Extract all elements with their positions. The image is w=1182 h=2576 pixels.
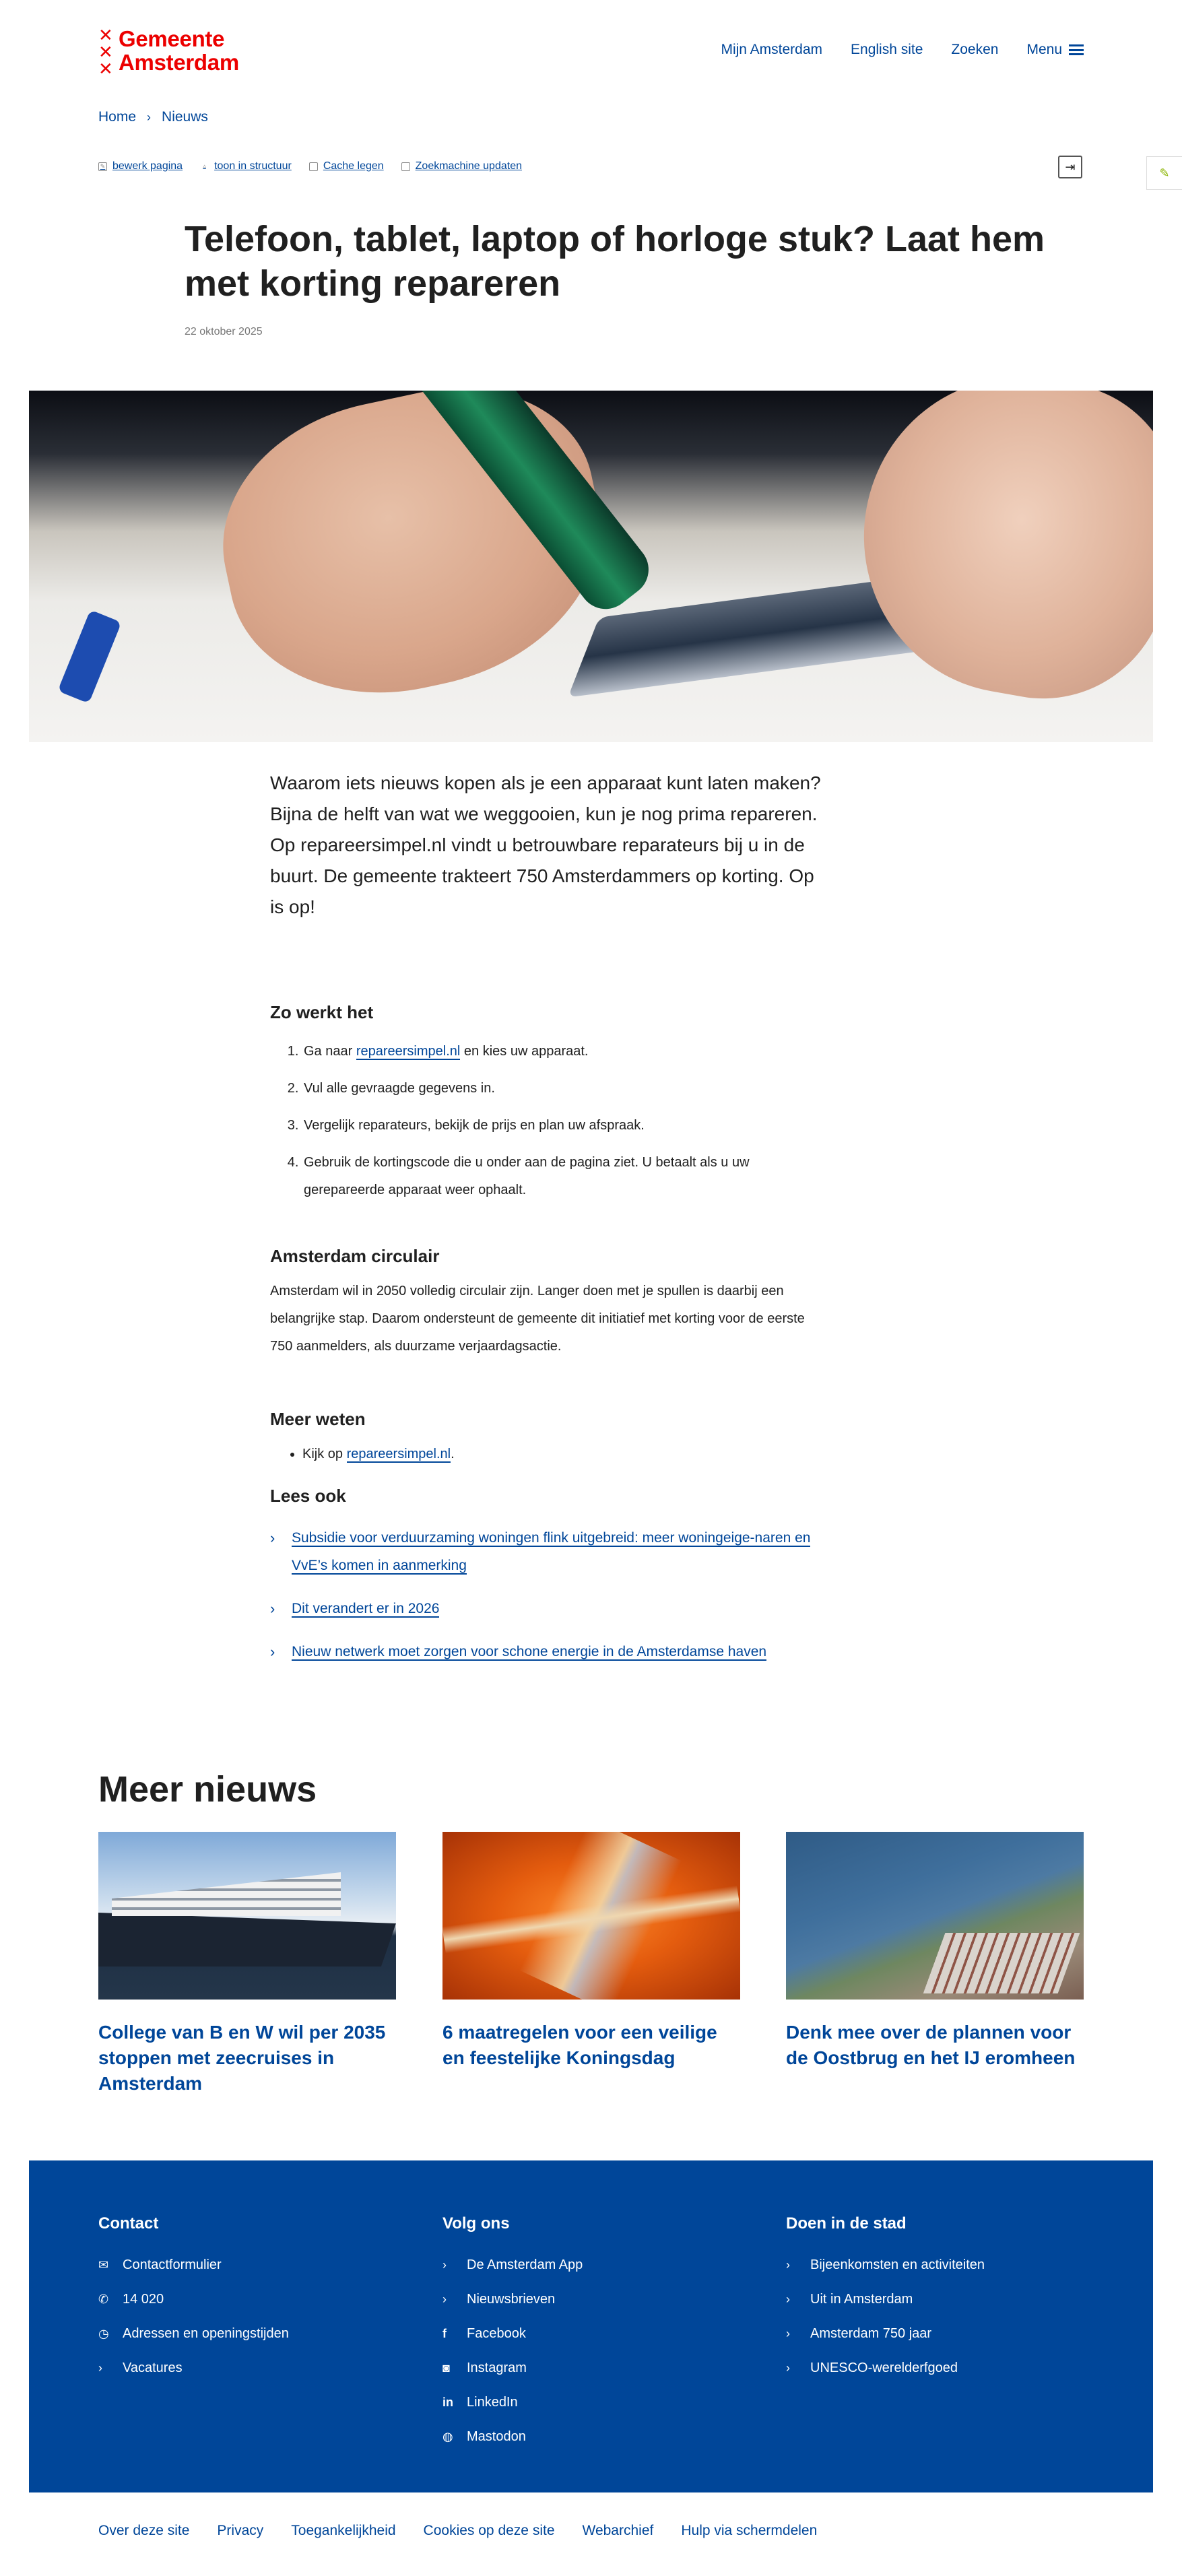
- footer-bijeenkomsten[interactable]: › Bijeenkomsten en activiteiten: [786, 2257, 985, 2272]
- chevron-right-icon: ›: [786, 2292, 790, 2306]
- phone-icon: ✆: [98, 2292, 109, 2306]
- cache-icon: [309, 162, 318, 171]
- list-item: 4. Gebruik de kortingscode die u onder aan de pagina ziet. U betaalt als u uw gerepareerde apparaat weer ophaalt.: [302, 1149, 829, 1204]
- logo-line-1: Gemeente: [119, 26, 225, 51]
- chevron-right-icon: ›: [147, 110, 152, 124]
- footer-contactformulier[interactable]: ✉ Contactformulier: [98, 2257, 222, 2272]
- chevron-right-icon: ›: [442, 2258, 447, 2272]
- site-header: [0, 0, 1182, 101]
- chevron-right-icon: ›: [270, 1529, 275, 1546]
- linkedin-icon: in: [442, 2396, 453, 2409]
- related-link-2026[interactable]: Dit verandert er in 2026: [292, 1601, 440, 1616]
- footer-instagram[interactable]: ◙ Instagram: [442, 2360, 527, 2375]
- logo-line-2: Amsterdam: [119, 50, 239, 75]
- bottom-links: [98, 2523, 817, 2539]
- footer-nieuwsbrieven[interactable]: › Nieuwsbrieven: [442, 2292, 556, 2307]
- related-link-item: [270, 1595, 829, 1622]
- link-webarchief[interactable]: Webarchief: [582, 2523, 654, 2538]
- news-image-cruise-ship: [98, 1832, 396, 2000]
- nav-zoeken[interactable]: Zoeken: [951, 42, 999, 57]
- list-item: 3. Vergelijk reparateurs, bekijk de prijs en plan uw afspraak.: [302, 1112, 829, 1140]
- repareersimpel-link[interactable]: repareersimpel.nl: [356, 1044, 461, 1059]
- menu-label: Menu: [1026, 42, 1062, 57]
- menu-button[interactable]: [1026, 42, 1084, 58]
- chevron-right-icon: ›: [442, 2292, 447, 2306]
- breadcrumb: [98, 109, 208, 125]
- heading-lees-ook: Lees ook: [270, 1486, 346, 1506]
- breadcrumb-home[interactable]: Home: [98, 109, 137, 125]
- tree-icon: ▵: [203, 162, 206, 169]
- footer-uit-in-amsterdam[interactable]: › Uit in Amsterdam: [786, 2292, 913, 2307]
- more-info-list: [270, 1441, 829, 1468]
- footer-phone[interactable]: ✆ 14 020: [98, 2292, 164, 2307]
- link-privacy[interactable]: Privacy: [217, 2523, 264, 2538]
- heading-meer-weten: Meer weten: [270, 1409, 366, 1429]
- hero-image-repair: [29, 391, 1153, 742]
- circulair-text: Amsterdam wil in 2050 volledig circulair zijn. Langer doen met je spullen is daarbij een belangrijke stap. Daarom ondersteunt de gemeente dit initiatief met korting voor de eerste 750 aanmelders, als duurzame verjaardagsactie.: [270, 1284, 805, 1354]
- footer-linkedin[interactable]: in LinkedIn: [442, 2395, 518, 2410]
- related-link-item: [270, 1638, 829, 1665]
- feedback-icon: ✎: [1159, 166, 1170, 180]
- steps-list: [270, 1038, 829, 1204]
- footer-volg-column: [442, 2214, 583, 2454]
- nav-mijn-amsterdam[interactable]: Mijn Amsterdam: [721, 42, 823, 57]
- top-navigation: [721, 42, 1084, 58]
- andreas-crosses-icon: ✕ ✕ ✕: [98, 26, 113, 79]
- news-card-zeecruises[interactable]: [98, 1832, 396, 2096]
- footer-heading-contact: Contact: [98, 2214, 159, 2233]
- meer-nieuws-heading: Meer nieuws: [98, 1769, 317, 1810]
- footer-contact-column: [98, 2214, 289, 2385]
- repareersimpel-link-2[interactable]: repareersimpel.nl: [346, 1447, 451, 1461]
- logout-icon: ⇥: [1065, 160, 1076, 174]
- footer-unesco[interactable]: › UNESCO-werelderfgoed: [786, 2360, 958, 2375]
- envelope-icon: ✉: [98, 2258, 109, 2272]
- chevron-right-icon: ›: [786, 2327, 790, 2340]
- facebook-icon: f: [442, 2327, 447, 2340]
- news-image-gifts: [442, 1832, 740, 2000]
- chevron-right-icon: ›: [270, 1600, 275, 1617]
- link-cookies[interactable]: Cookies op deze site: [423, 2523, 555, 2538]
- footer-doen-column: [786, 2214, 985, 2385]
- footer-facebook[interactable]: f Facebook: [442, 2326, 526, 2341]
- gemeente-amsterdam-logo[interactable]: [98, 27, 239, 77]
- heading-amsterdam-circulair: Amsterdam circulair: [270, 1246, 440, 1266]
- pencil-icon: ✎: [98, 162, 107, 171]
- logout-button[interactable]: [1058, 156, 1082, 178]
- list-item: 2. Vul alle gevraagde gegevens in.: [302, 1075, 829, 1102]
- chevron-right-icon: ›: [786, 2258, 790, 2272]
- footer-adressen[interactable]: ◷ Adressen en openingstijden: [98, 2326, 289, 2341]
- edit-page-link[interactable]: ✎ bewerk pagina: [98, 160, 183, 172]
- list-item: • Kijk op repareersimpel.nl.: [302, 1441, 829, 1468]
- show-in-structure-link[interactable]: ▵ toon in structuur: [200, 160, 292, 172]
- side-feedback-tab[interactable]: [1146, 156, 1182, 190]
- instagram-icon: ◙: [442, 2361, 450, 2375]
- clear-cache-link[interactable]: Cache legen: [309, 160, 384, 172]
- update-search-engine-link[interactable]: Zoekmachine updaten: [401, 160, 522, 172]
- admin-toolbar: [98, 160, 522, 172]
- news-card-title: 6 maatregelen voor een veilige en feestelijke Koningsdag: [442, 2022, 717, 2068]
- article-content: [270, 768, 829, 1681]
- link-over-deze-site[interactable]: Over deze site: [98, 2523, 190, 2538]
- list-item: 1. Ga naar repareersimpel.nl en kies uw apparaat.: [302, 1038, 829, 1065]
- article-intro: Waarom iets nieuws kopen als je een apparaat kunt laten maken? Bijna de helft van wat we weggooien, kun je nog prima repareren. Op repareersimpel.nl vindt u betrouwbare reparateurs bij u in de buurt. De gemeente trakteert 750 Amsterdammers op korting. Op is op!: [270, 772, 821, 917]
- footer-mastodon[interactable]: ◍ Mastodon: [442, 2429, 526, 2444]
- news-card-title: College van B en W wil per 2035 stoppen met zeecruises in Amsterdam: [98, 2022, 386, 2094]
- site-footer: [29, 2160, 1153, 2492]
- mastodon-icon: ◍: [442, 2430, 453, 2443]
- search-engine-icon: [401, 162, 410, 171]
- nav-english-site[interactable]: English site: [851, 42, 923, 57]
- news-card-oostbrug[interactable]: [786, 1832, 1084, 2071]
- chevron-right-icon: ›: [98, 2361, 102, 2375]
- related-link-item: [270, 1524, 829, 1579]
- news-image-aerial-city: [786, 1832, 1084, 2000]
- link-hulp-schermdelen[interactable]: Hulp via schermdelen: [681, 2523, 818, 2538]
- clock-icon: ◷: [98, 2327, 109, 2340]
- footer-amsterdam-750[interactable]: › Amsterdam 750 jaar: [786, 2326, 932, 2341]
- footer-app[interactable]: › De Amsterdam App: [442, 2257, 583, 2272]
- hamburger-icon: [1069, 44, 1084, 55]
- page-title: Telefoon, tablet, laptop of horloge stuk? Laat hem met korting repareren: [185, 219, 1045, 304]
- related-link-netwerk[interactable]: Nieuw netwerk moet zorgen voor schone energie in de Amsterdamse haven: [292, 1644, 767, 1659]
- footer-heading-doen: Doen in de stad: [786, 2214, 907, 2233]
- chevron-right-icon: ›: [270, 1643, 275, 1660]
- chevron-right-icon: ›: [786, 2361, 790, 2375]
- breadcrumb-nieuws[interactable]: Nieuws: [162, 109, 208, 125]
- footer-vacatures[interactable]: › Vacatures: [98, 2360, 183, 2375]
- news-card-title: Denk mee over de plannen voor de Oostbrug en het IJ eromheen: [786, 2022, 1076, 2068]
- link-toegankelijkheid[interactable]: Toegankelijkheid: [291, 2523, 396, 2538]
- news-card-koningsdag[interactable]: [442, 1832, 740, 2071]
- publication-date: 22 oktober 2025: [185, 326, 263, 337]
- footer-heading-volg-ons: Volg ons: [442, 2214, 510, 2233]
- related-link-subsidie[interactable]: Subsidie voor verduurzaming woningen flink uitgebreid: meer woningeige-naren en VvE’s komen in aanmerking: [292, 1530, 811, 1573]
- heading-zo-werkt-het: Zo werkt het: [270, 1002, 374, 1022]
